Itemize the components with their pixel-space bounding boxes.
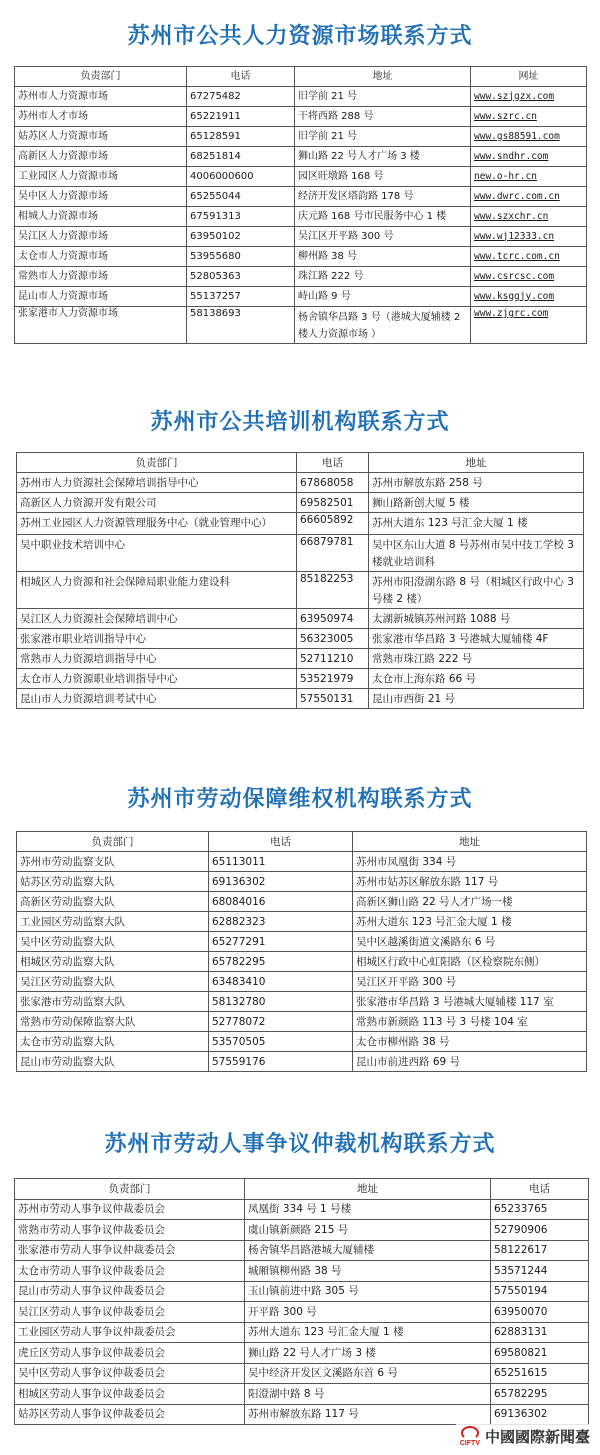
column-header: 地址 (295, 67, 471, 87)
table-cell (471, 87, 587, 107)
table-cell: 62882323 (209, 912, 353, 932)
table-cell: 63950070 (491, 1302, 589, 1323)
table-cell (471, 127, 587, 147)
table-cell: 太仓市上海东路 66 号 (369, 669, 584, 689)
table-header-row (15, 1179, 589, 1200)
table-cell: 常熟市人力资源培训指导中心 (17, 649, 297, 669)
column-header: 负责部门 (15, 1179, 245, 1200)
table-cell (471, 187, 587, 207)
table-row (17, 629, 584, 649)
table-cell: 52778072 (209, 1012, 353, 1032)
table-cell: 68084016 (209, 892, 353, 912)
table-row (15, 187, 587, 207)
column-header: 地址 (369, 453, 584, 473)
table-cell: 太湖新城镇苏州河路 1088 号 (369, 609, 584, 629)
table-row (15, 307, 587, 344)
website-link[interactable]: www.szjgzx.com (474, 90, 555, 102)
table-cell: 苏州市姑苏区解放东路 117 号 (353, 872, 587, 892)
table-cell (471, 207, 587, 227)
table-cell: 张家港市职业培训指导中心 (17, 629, 297, 649)
column-header: 负责部门 (17, 832, 209, 852)
table-row (17, 649, 584, 669)
table-cell: 吴江区开平路 300 号 (295, 227, 471, 247)
table-cell: 开平路 300 号 (245, 1302, 491, 1323)
table-cell: 65255044 (187, 187, 295, 207)
table-row (17, 852, 587, 872)
table-cell: 58132780 (209, 992, 353, 1012)
table-cell: 吴中区越溪街道文溪路东 6 号 (353, 932, 587, 952)
table-cell: 昆山市劳动人事争议仲裁委员会 (15, 1281, 245, 1302)
watermark-text: 中國國際新聞臺 (484, 1428, 590, 1446)
table-cell: 吴中职业技术培训中心 (17, 535, 297, 572)
table-cell: 65782295 (209, 952, 353, 972)
table-row (15, 127, 587, 147)
table-cell: 苏州市劳动监察支队 (17, 852, 209, 872)
table-cell: 柳州路 38 号 (295, 247, 471, 267)
website-link[interactable]: www.tcrc.com.cn (474, 250, 560, 262)
table-cell: 58122617 (491, 1240, 589, 1261)
table-cell: 高新区人力资源市场 (15, 147, 187, 167)
table-cell: 工业园区人力资源市场 (15, 167, 187, 187)
website-link[interactable]: www.szxchr.cn (474, 210, 549, 222)
table-cell: 昆山市西街 21 号 (369, 689, 584, 709)
table-cell: 53955680 (187, 247, 295, 267)
table-cell: 苏州市阳澄湖东路 8 号（相城区行政中心 3 号楼 2 楼） (369, 572, 584, 609)
table-row (17, 572, 584, 609)
table-cell: 虞山镇新颜路 215 号 (245, 1220, 491, 1241)
table-cell: 凤凰街 334 号 1 号楼 (245, 1199, 491, 1220)
table-cell: 66605892 (297, 513, 369, 535)
website-link[interactable]: www.sndhr.com (474, 150, 549, 162)
table-cell: 52805363 (187, 267, 295, 287)
website-link[interactable]: www.ksggjy.com (474, 290, 555, 302)
table-cell: 苏州市解放东路 117 号 (245, 1404, 491, 1425)
table-cell: 4006000600 (187, 167, 295, 187)
table-cell: 常熟市珠江路 222 号 (369, 649, 584, 669)
table-cell: 苏州市人力资源市场 (15, 87, 187, 107)
table-cell: 姑苏区人力资源市场 (15, 127, 187, 147)
table-cell: 69580821 (491, 1343, 589, 1364)
table-row (17, 932, 587, 952)
arbitration-table (14, 1178, 589, 1425)
table-cell: 张家港市华昌路 3 号港城大厦辅楼 117 室 (353, 992, 587, 1012)
table-cell (471, 247, 587, 267)
table-cell: 相城区人力资源和社会保障局职业能力建设科 (17, 572, 297, 609)
watermark (456, 1424, 594, 1449)
table-cell (471, 147, 587, 167)
column-header: 电话 (187, 67, 295, 87)
hr-market-section (0, 22, 600, 344)
website-link[interactable]: www.wj12333.cn (474, 230, 555, 242)
table-row (15, 1240, 589, 1261)
table-cell: 阳澄湖中路 8 号 (245, 1384, 491, 1405)
table-row (15, 1281, 589, 1302)
table-cell: 69582501 (297, 493, 369, 513)
table-row (15, 1302, 589, 1323)
table-cell: 太仓市劳动监察大队 (17, 1032, 209, 1052)
table-cell: 吴江区开平路 300 号 (353, 972, 587, 992)
table-cell: 苏州大道东 123 号汇金大厦 1 楼 (245, 1322, 491, 1343)
column-header: 电话 (297, 453, 369, 473)
table-cell: 杨舍镇华昌路港城大厦辅楼 (245, 1240, 491, 1261)
table-cell (471, 307, 587, 344)
table-cell: 吴中经济开发区文溪路东首 6 号 (245, 1363, 491, 1384)
table-row (17, 669, 584, 689)
table-row (15, 167, 587, 187)
table-cell: 67591313 (187, 207, 295, 227)
table-cell: 狮山路新创大厦 5 楼 (369, 493, 584, 513)
table-cell: 高新区人力资源开发有限公司 (17, 493, 297, 513)
table-cell: 57559176 (209, 1052, 353, 1072)
table-cell: 狮山路 22 号人才广场 3 楼 (245, 1343, 491, 1364)
table-row (15, 87, 587, 107)
table-cell: 68251814 (187, 147, 295, 167)
table-cell: 吴江区人力资源市场 (15, 227, 187, 247)
table-cell: 65128591 (187, 127, 295, 147)
table-cell: 玉山镇前进中路 305 号 (245, 1281, 491, 1302)
logo-ring-icon (461, 1426, 479, 1440)
website-link[interactable]: www.gs88591.com (474, 130, 560, 142)
website-link[interactable]: www.csrcsc.com (474, 270, 555, 282)
table-cell: 吴中区劳动人事争议仲裁委员会 (15, 1363, 245, 1384)
table-cell: 苏州工业园区人力资源管理服务中心（就业管理中心） (17, 513, 297, 535)
table-cell: 工业园区劳动监察大队 (17, 912, 209, 932)
table-cell: 52711210 (297, 649, 369, 669)
table-header-row (17, 453, 584, 473)
table-cell: 吴中区人力资源市场 (15, 187, 187, 207)
table-cell: 56323005 (297, 629, 369, 649)
table-cell: 太仓市劳动人事争议仲裁委员会 (15, 1261, 245, 1282)
column-header: 地址 (353, 832, 587, 852)
table-cell: 57550131 (297, 689, 369, 709)
table-header-row (15, 67, 587, 87)
table-cell: 62883131 (491, 1322, 589, 1343)
table-cell: 工业园区劳动人事争议仲裁委员会 (15, 1322, 245, 1343)
labor-supervision-title: 苏州市劳动保障维权机构联系方式 (127, 787, 473, 812)
table-cell: 65251615 (491, 1363, 589, 1384)
table-cell: 吴江区劳动监察大队 (17, 972, 209, 992)
training-table (16, 452, 584, 709)
table-cell (471, 287, 587, 307)
table-cell: 65221911 (187, 107, 295, 127)
table-cell: 65277291 (209, 932, 353, 952)
table-cell: 65233765 (491, 1199, 589, 1220)
column-header: 电话 (209, 832, 353, 852)
table-row (17, 992, 587, 1012)
labor-supervision-table (16, 831, 587, 1072)
table-cell: 昆山市人力资源培训考试中心 (17, 689, 297, 709)
table-cell: 53521979 (297, 669, 369, 689)
labor-supervision-section (0, 785, 600, 1072)
table-header-row (17, 832, 587, 852)
training-section (0, 408, 600, 709)
table-cell: 相城区行政中心虹阳路（区检察院东侧） (353, 952, 587, 972)
table-cell: 69136302 (209, 872, 353, 892)
table-cell: 太仓市人力资源职业培训指导中心 (17, 669, 297, 689)
table-cell: 旧学前 21 号 (295, 87, 471, 107)
table-cell: 53570505 (209, 1032, 353, 1052)
table-cell: 庆元路 168 号市民服务中心 1 楼 (295, 207, 471, 227)
table-row (15, 107, 587, 127)
table-row (17, 872, 587, 892)
table-cell: 昆山市劳动监察大队 (17, 1052, 209, 1072)
table-cell: 太仓市人力资源市场 (15, 247, 187, 267)
table-cell: 张家港市劳动人事争议仲裁委员会 (15, 1240, 245, 1261)
table-row (17, 972, 587, 992)
table-cell: 吴江区人力资源社会保障培训中心 (17, 609, 297, 629)
table-cell: 53571244 (491, 1261, 589, 1282)
table-row (15, 227, 587, 247)
table-row (15, 1220, 589, 1241)
table-cell: 苏州市凤凰街 334 号 (353, 852, 587, 872)
table-row (17, 892, 587, 912)
table-row (15, 1363, 589, 1384)
cftv-logo (460, 1426, 480, 1447)
table-cell: 昆山市人力资源市场 (15, 287, 187, 307)
column-header: 负责部门 (15, 67, 187, 87)
table-row (17, 535, 584, 572)
logo-text: CIFTV (459, 1440, 480, 1447)
table-cell: 63483410 (209, 972, 353, 992)
table-cell: 常熟市人力资源市场 (15, 267, 187, 287)
table-cell: 苏州市劳动人事争议仲裁委员会 (15, 1199, 245, 1220)
table-row (17, 952, 587, 972)
table-row (17, 912, 587, 932)
table-row (15, 1404, 589, 1425)
table-row (17, 689, 584, 709)
table-cell: 姑苏区劳动监察大队 (17, 872, 209, 892)
table-cell: 苏州市人才市场 (15, 107, 187, 127)
table-cell: 干将西路 288 号 (295, 107, 471, 127)
table-cell: 城厢镇柳州路 38 号 (245, 1261, 491, 1282)
table-row (15, 267, 587, 287)
table-cell (471, 227, 587, 247)
table-row (15, 287, 587, 307)
table-cell: 张家港市劳动监察大队 (17, 992, 209, 1012)
table-row (15, 1343, 589, 1364)
table-row (17, 1032, 587, 1052)
table-row (17, 1012, 587, 1032)
table-row (17, 1052, 587, 1072)
table-cell: 园区旺墩路 168 号 (295, 167, 471, 187)
table-cell: 张家港市人力资源市场 (15, 307, 187, 344)
table-cell: 常熟市劳动保障监察大队 (17, 1012, 209, 1032)
website-link[interactable]: www.szrc.cn (474, 110, 537, 122)
column-header: 电话 (491, 1179, 589, 1200)
table-cell (471, 107, 587, 127)
hr-market-title: 苏州市公共人力资源市场联系方式 (127, 24, 473, 49)
table-cell: 狮山路 22 号人才广场 3 楼 (295, 147, 471, 167)
table-cell: 63950974 (297, 609, 369, 629)
table-cell: 昆山市前进西路 69 号 (353, 1052, 587, 1072)
table-cell: 峙山路 9 号 (295, 287, 471, 307)
table-cell: 吴中区东山大道 8 号苏州市吴中技工学校 3 楼就业培训科 (369, 535, 584, 572)
table-cell: 张家港市华昌路 3 号港城大厦辅楼 4F (369, 629, 584, 649)
table-cell: 65113011 (209, 852, 353, 872)
table-row (17, 513, 584, 535)
table-cell: 太仓市柳州路 38 号 (353, 1032, 587, 1052)
table-cell: 69136302 (491, 1404, 589, 1425)
table-cell: 55137257 (187, 287, 295, 307)
table-cell: 66879781 (297, 535, 369, 572)
table-row (15, 207, 587, 227)
website-link[interactable]: www.dwrc.com.cn (474, 190, 560, 202)
table-row (15, 147, 587, 167)
table-row (17, 609, 584, 629)
arbitration-title: 苏州市劳动人事争议仲裁机构联系方式 (104, 1132, 496, 1157)
table-cell: 52790906 (491, 1220, 589, 1241)
table-cell: 65782295 (491, 1384, 589, 1405)
table-cell: 杨舍镇华昌路 3 号（港城大厦辅楼 2 楼人力资源市场 ） (295, 307, 471, 344)
column-header: 地址 (245, 1179, 491, 1200)
training-title: 苏州市公共培训机构联系方式 (150, 410, 450, 435)
table-cell: 85182253 (297, 572, 369, 609)
table-cell: 67275482 (187, 87, 295, 107)
hr-market-table (14, 66, 587, 344)
table-cell: 旧学前 21 号 (295, 127, 471, 147)
table-row (15, 1261, 589, 1282)
table-row (15, 1199, 589, 1220)
table-cell: 常熟市新颜路 113 号 3 号楼 104 室 (353, 1012, 587, 1032)
table-cell: 吴江区劳动人事争议仲裁委员会 (15, 1302, 245, 1323)
column-header: 负责部门 (17, 453, 297, 473)
table-cell: 高新区劳动监察大队 (17, 892, 209, 912)
table-cell: 苏州大道东 123 号汇金大厦 1 楼 (369, 513, 584, 535)
table-cell: 57550194 (491, 1281, 589, 1302)
table-row (15, 1384, 589, 1405)
table-cell: 相城区劳动监察大队 (17, 952, 209, 972)
table-row (17, 473, 584, 493)
website-link[interactable]: new.o-hr.cn (474, 170, 537, 182)
table-row (17, 493, 584, 513)
table-cell: 63950102 (187, 227, 295, 247)
table-cell (471, 267, 587, 287)
column-header: 网址 (471, 67, 587, 87)
table-cell: 常熟市劳动人事争议仲裁委员会 (15, 1220, 245, 1241)
table-cell: 相城人力资源市场 (15, 207, 187, 227)
table-cell: 吴中区劳动监察大队 (17, 932, 209, 952)
table-cell: 高新区狮山路 22 号人才广场一楼 (353, 892, 587, 912)
table-cell (471, 167, 587, 187)
table-cell: 虎丘区劳动人事争议仲裁委员会 (15, 1343, 245, 1364)
table-cell: 67868058 (297, 473, 369, 493)
table-cell: 珠江路 222 号 (295, 267, 471, 287)
table-cell: 苏州大道东 123 号汇金大厦 1 楼 (353, 912, 587, 932)
arbitration-section (0, 1130, 600, 1425)
table-row (15, 247, 587, 267)
website-link[interactable]: www.zjgrc.com (474, 308, 549, 319)
table-cell: 姑苏区劳动人事争议仲裁委员会 (15, 1404, 245, 1425)
table-cell: 相城区劳动人事争议仲裁委员会 (15, 1384, 245, 1405)
table-row (15, 1322, 589, 1343)
table-cell: 苏州市人力资源社会保障培训指导中心 (17, 473, 297, 493)
table-cell: 苏州市解放东路 258 号 (369, 473, 584, 493)
table-cell: 经济开发区塔韵路 178 号 (295, 187, 471, 207)
table-cell: 58138693 (187, 307, 295, 344)
